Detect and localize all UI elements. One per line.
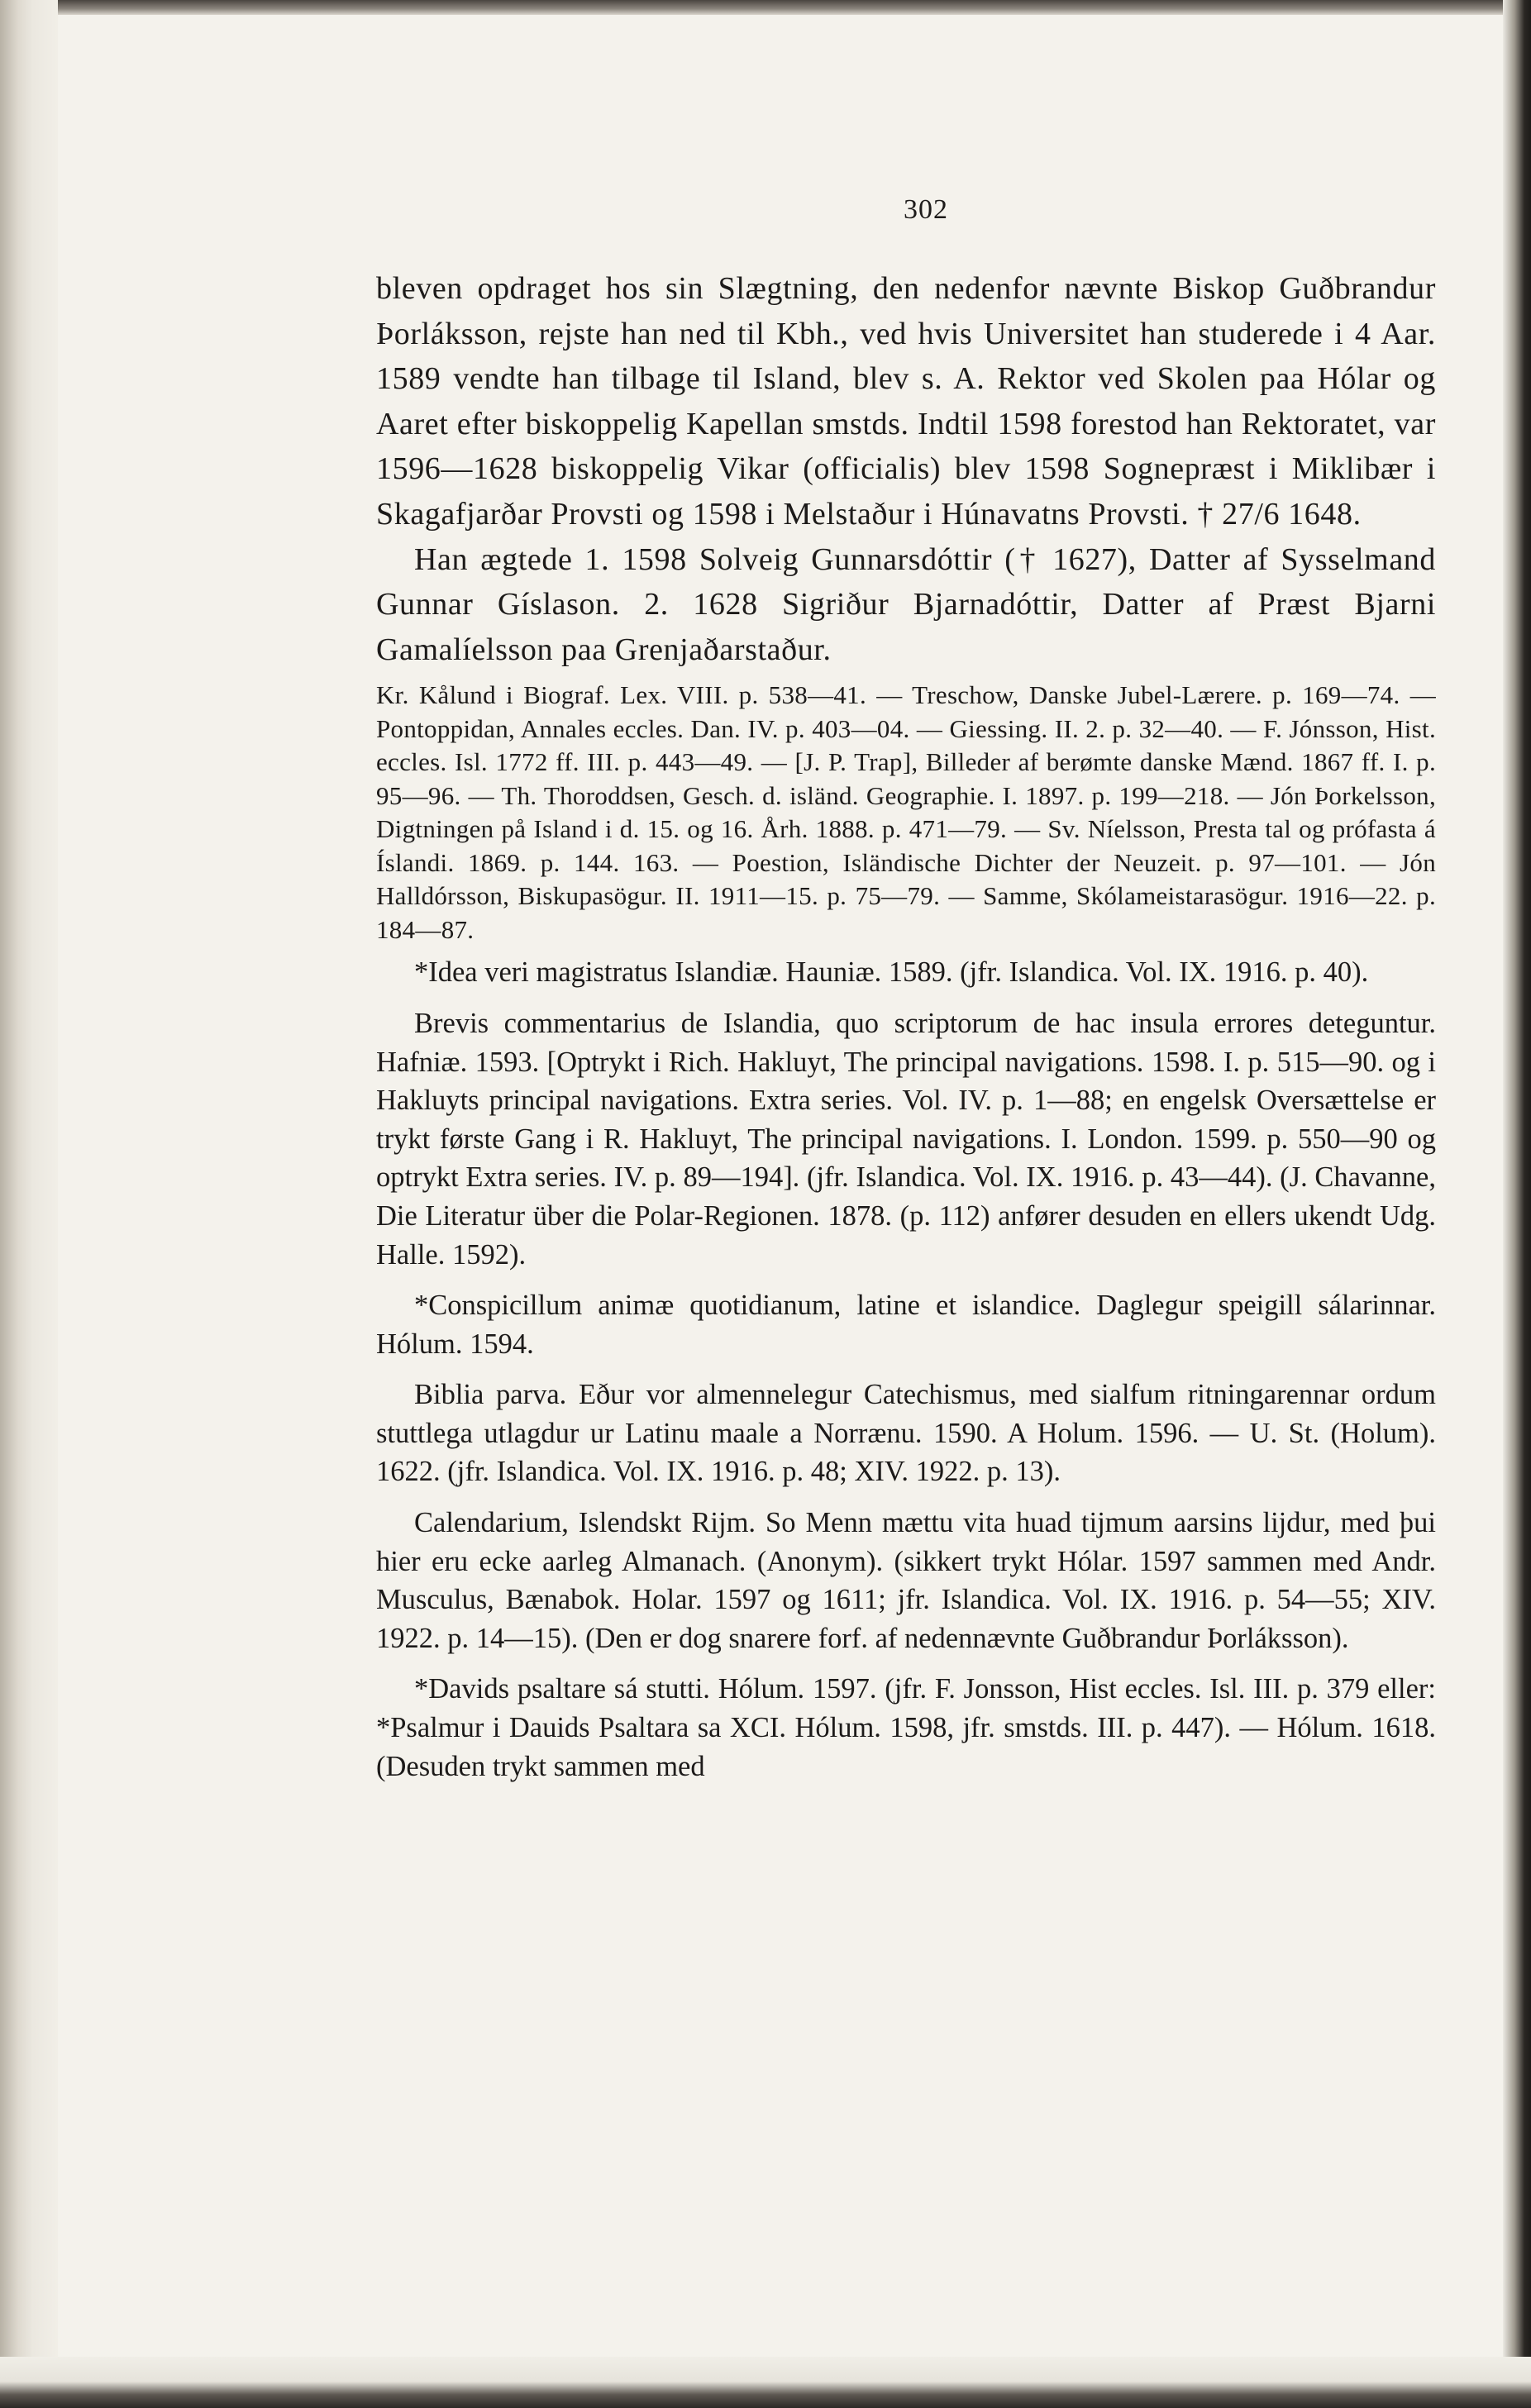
biography-paragraph: bleven opdraget hos sin Slægtning, den nedenfor nævnte Biskop Guðbrandur Þorláksson, rejste han ned til Kbh., ved hvis Universitet han studerede i 4 Aar. 1589 vendte han tilbage til Island, blev s. A. Rektor ved Skolen paa Hólar og Aaret efter biskoppelig Kapellan smstds. Indtil 1598 forestod han Rektoratet, var 1596—1628 biskoppelig Vikar (officialis) blev 1598 Sognepræst i Miklibær i Skagafjarðar Provsti og 1598 i Melstaður i Húnavatns Provsti. † 27/6 1648. — [376, 271, 1436, 532]
scan-right-edge — [1503, 0, 1531, 2408]
marriage-paragraph: Han ægtede 1. 1598 Solveig Gunnarsdóttir († 1627), Datter af Sysselmand Gunnar Gíslason. 2. 1628 Sigriður Bjarnadóttir, Datter af Præst Bjarni Gamalíelsson paa Grenjaðarstaður. — [376, 541, 1436, 667]
work-entry-calendarium: Calendarium, Islendskt Rijm. So Menn mættu vita huad tijmum aarsins lijdur, med þui hier eru ecke aarleg Almanach. (Anonym). (sikkert trykt Hólar. 1597 sammen med Andr. Musculus, Bænabok. Holar. 1597 og 1611; jfr. Islandica. Vol. IX. 1916. p. 54—55; XIV. 1922. p. 14—15). (Den er dog snarere forf. af nedennævnte Guðbrandur Þorláksson). — [376, 1507, 1436, 1654]
work-entry-idea: *Idea veri magistratus Islandiæ. Hauniæ. 1589. (jfr. Islandica. Vol. IX. 1916. p. 40). — [414, 956, 1369, 989]
work-entry-biblia-parva: Biblia parva. Eður vor almennelegur Catechismus, med sialfum ritningarennar ordum stuttlega utlagdur ur Latinu maale a Norrænu. 1590. A Holum. 1596. — U. St. (Holum). 1622. (jfr. Islandica. Vol. IX. 1916. p. 48; XIV. 1922. p. 13). — [376, 1379, 1436, 1488]
page-body — [376, 266, 1436, 1786]
scan-binding-edge — [0, 0, 58, 2408]
scan-bottom-edge — [0, 2357, 1531, 2408]
references-block: Kr. Kålund i Biograf. Lex. VIII. p. 538—41. — Treschow, Danske Jubel-Lærere. p. 169—74. — Pontoppidan, Annales eccles. Dan. IV. p. 403—04. — Giessing. II. 2. p. 32—40. — F. Jónsson, Hist. eccles. Isl. 1772 ff. III. p. 443—49. — [J. P. Trap], Billeder af berømte danske Mænd. 1867 ff. I. p. 95—96. — Th. Thoroddsen, Gesch. d. isländ. Geographie. I. 1897. p. 199—218. — Jón Þorkelsson, Digtningen på Island i d. 15. og 16. Årh. 1888. p. 471—79. — Sv. Níelsson, Presta tal og prófasta á Íslandi. 1869. p. 144. 163. — Poestion, Isländische Dichter der Neuzeit. p. 97—101. — Jón Halldórsson, Biskupasögur. II. 1911—15. p. 75—79. — Samme, Skólameistarasögur. 1916—22. p. 184—87. — [376, 680, 1436, 944]
scan-top-edge — [0, 0, 1531, 15]
work-entry-davids-psaltare: *Davids psaltare sá stutti. Hólum. 1597. (jfr. F. Jonsson, Hist eccles. Isl. III. p. 379 eller: *Psalmur i Dauids Psaltara sa XCI. Hólum. 1598, jfr. smstds. III. p. 447). — Hólum. 1618. (Desuden trykt sammen med — [376, 1673, 1436, 1782]
page-number: 302 — [904, 194, 948, 225]
work-entry-brevis-commentarius: Brevis commentarius de Islandia, quo scriptorum de hac insula errores deteguntur. Hafniæ. 1593. [Optrykt i Rich. Hakluyt, The principal navigations. 1598. I. p. 515—90. og i Hakluyts principal navigations. Extra series. Vol. IV. p. 1—88; en engelsk Oversættelse er trykt første Gang i R. Hakluyt, The principal navigations. I. London. 1599. p. 550—90 og optrykt Extra series. IV. p. 89—194]. (jfr. Islandica. Vol. IX. 1916. p. 43—44). (J. Chavanne, Die Literatur über die Polar-Regionen. 1878. (p. 112) anfører desuden en ellers ukendt Udg. Halle. 1592). — [376, 1007, 1436, 1271]
work-entry-conspicillum: *Conspicillum animæ quotidianum, latine et islandice. Daglegur speigill sálarinnar. Hólum. 1594. — [376, 1290, 1436, 1360]
works-list — [376, 953, 1436, 1786]
